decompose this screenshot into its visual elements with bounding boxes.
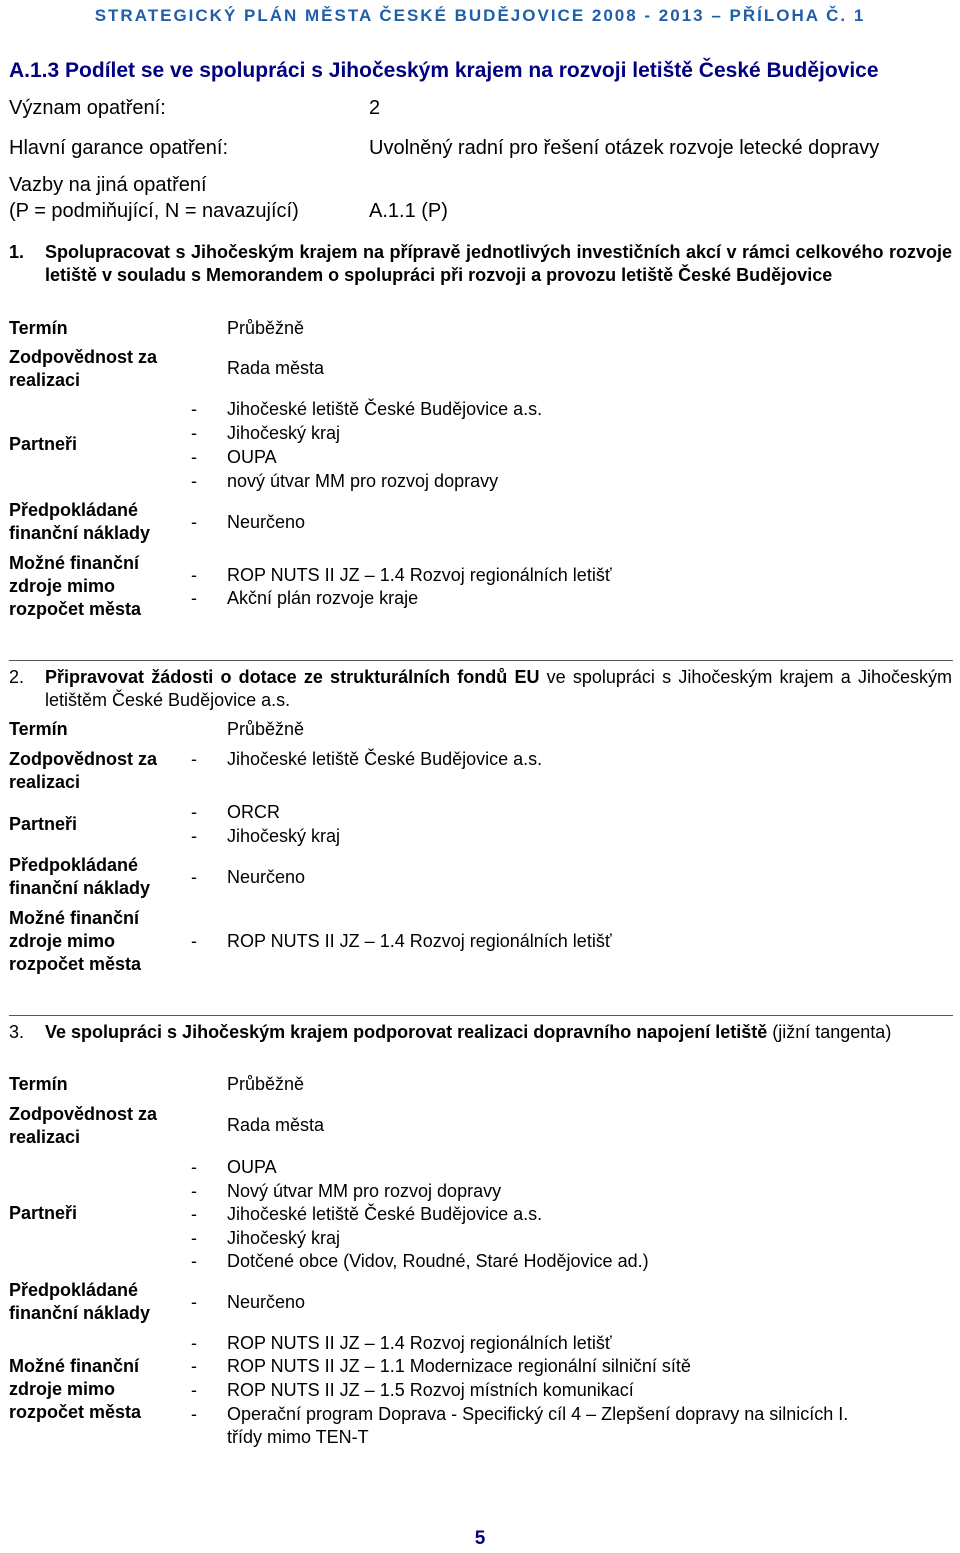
funding-label	[9, 907, 184, 976]
list-item-text: Operační program Doprava - Specifický cíl 4 – Zlepšení dopravy na silnicích I.	[227, 1404, 849, 1424]
dash: -	[191, 867, 197, 887]
task-text: Spolupracovat s Jihočeským krajem na přípravě jednotlivých investičních akcí v rámci celkového rozvoje letiště v souladu s Memorandem o spolupráci při rozvoji a provozu letiště České Budějovice	[45, 242, 952, 285]
guarantee-label: Hlavní garance opatření:	[9, 137, 229, 159]
list-item	[191, 866, 305, 889]
dash: -	[191, 1404, 197, 1424]
list-item-text: ORCR	[227, 802, 280, 822]
list-item	[191, 1379, 634, 1402]
list-item	[191, 511, 305, 534]
dash: -	[191, 1157, 197, 1177]
label-line: Zodpovědnost za	[9, 1104, 157, 1124]
list-item-text: ROP NUTS II JZ – 1.5 Rozvoj místních komunikací	[227, 1380, 634, 1400]
list-item-continuation	[191, 1426, 369, 1449]
list-item-text: Jihočeský kraj	[227, 423, 341, 443]
termin-value: Průběžně	[227, 719, 305, 739]
page-number: 5	[474, 1528, 486, 1549]
task-1-heading	[9, 241, 952, 287]
list-item-text: nový útvar MM pro rozvoj dopravy	[227, 471, 499, 491]
funding-label	[9, 552, 184, 621]
costs-value: Neurčeno	[227, 512, 306, 532]
task-number: 2.	[9, 667, 25, 687]
list-item	[191, 1403, 848, 1426]
label-line: realizaci	[9, 772, 81, 792]
list-item	[191, 801, 280, 824]
list-item	[191, 564, 612, 587]
partners-label: Partneři	[9, 434, 78, 454]
label-line: zdroje mimo	[9, 576, 116, 596]
list-item-text: ROP NUTS II JZ – 1.4 Rozvoj regionálních letišť	[227, 1333, 612, 1353]
dash: -	[191, 423, 197, 443]
responsibility-value: Rada města	[227, 1115, 325, 1135]
label-line: Zodpovědnost za	[9, 347, 157, 367]
task-text: ve spolupráci s Jihočeským krajem a Jihočeským letištěm České Budějovice a.s.	[45, 667, 952, 710]
list-item	[191, 1250, 649, 1273]
list-item-text: OUPA	[227, 1157, 277, 1177]
costs-label	[9, 1279, 184, 1325]
list-item-text: ROP NUTS II JZ – 1.1 Modernizace regionální silniční sítě	[227, 1356, 691, 1376]
list-item	[191, 1355, 691, 1378]
list-item-text: Dotčené obce (Vidov, Roudné, Staré Hodějovice ad.)	[227, 1251, 649, 1271]
list-item	[191, 748, 542, 771]
costs-value: Neurčeno	[227, 1292, 306, 1312]
list-item-text: Jihočeské letiště České Budějovice a.s.	[227, 399, 543, 419]
guarantee-value: Uvolněný radní pro řešení otázek rozvoje letecké dopravy	[369, 137, 880, 159]
divider	[9, 660, 953, 661]
dash: -	[191, 802, 197, 822]
dash: -	[191, 826, 197, 846]
list-item-text: ROP NUTS II JZ – 1.4 Rozvoj regionálních letišť	[227, 931, 612, 951]
dash: -	[191, 1292, 197, 1312]
responsibility-label	[9, 1103, 184, 1149]
dash: -	[191, 749, 197, 769]
label-line: Zodpovědnost za	[9, 749, 157, 769]
links-legend: (P = podmiňující, N = navazující)	[9, 200, 299, 222]
funding-label	[9, 1355, 184, 1424]
label-line: finanční náklady	[9, 878, 151, 898]
task-3-heading	[9, 1021, 952, 1044]
list-item-text: ROP NUTS II JZ – 1.4 Rozvoj regionálních letišť	[227, 565, 612, 585]
list-item-text: Jihočeský kraj	[227, 826, 341, 846]
task-2-heading	[9, 666, 952, 712]
dash: -	[191, 588, 197, 608]
list-item-text: Akční plán rozvoje kraje	[227, 588, 419, 608]
responsibility-label	[9, 748, 184, 794]
list-item	[191, 398, 542, 421]
termin-label: Termín	[9, 719, 68, 739]
list-item-text: Nový útvar MM pro rozvoj dopravy	[227, 1181, 502, 1201]
task-text: (jižní tangenta)	[772, 1022, 892, 1042]
label-line: rozpočet města	[9, 954, 142, 974]
list-item-text: Jihočeský kraj	[227, 1228, 341, 1248]
dash: -	[191, 1356, 197, 1376]
importance-value: 2	[369, 97, 381, 119]
label-line: realizaci	[9, 370, 81, 390]
list-item	[191, 422, 340, 445]
label-line: rozpočet města	[9, 599, 142, 619]
responsibility-label	[9, 346, 184, 392]
dash: -	[191, 1380, 197, 1400]
measure-title: A.1.3 Podílet se ve spolupráci s Jihočeským krajem na rozvoji letiště České Budějovice	[9, 59, 879, 82]
label-line: Možné finanční	[9, 553, 139, 573]
termin-value: Průběžně	[227, 318, 305, 338]
list-item	[191, 587, 418, 610]
costs-value: Neurčeno	[227, 867, 306, 887]
list-item	[191, 1227, 340, 1250]
dash: -	[191, 1251, 197, 1271]
task-text-bold: Ve spolupráci s Jihočeským krajem podporovat realizaci dopravního napojení letiště	[45, 1022, 768, 1042]
list-item-text: třídy mimo TEN-T	[227, 1427, 369, 1447]
divider	[9, 1015, 953, 1016]
list-item-text: OUPA	[227, 447, 277, 467]
partners-label: Partneři	[9, 1203, 78, 1223]
label-line: finanční náklady	[9, 1303, 151, 1323]
label-line: Možné finanční	[9, 908, 139, 928]
list-item	[191, 446, 277, 469]
label-line: finanční náklady	[9, 523, 151, 543]
task-text-bold: Připravovat žádosti o dotace ze strukturálních fondů EU	[45, 667, 540, 687]
task-number: 1.	[9, 242, 25, 262]
label-line: Možné finanční	[9, 1356, 139, 1376]
importance-label: Význam opatření:	[9, 97, 166, 119]
links-label: Vazby na jiná opatření	[9, 174, 207, 196]
label-line: zdroje mimo	[9, 931, 116, 951]
dash: -	[191, 1181, 197, 1201]
label-line: Předpokládané	[9, 855, 139, 875]
label-line: rozpočet města	[9, 1402, 142, 1422]
label-line: Předpokládané	[9, 1280, 139, 1300]
dash: -	[191, 565, 197, 585]
costs-label	[9, 854, 184, 900]
label-line: Předpokládané	[9, 500, 139, 520]
dash: -	[191, 447, 197, 467]
list-item-text: Jihočeské letiště České Budějovice a.s.	[227, 1204, 543, 1224]
list-item	[191, 1332, 612, 1355]
list-item	[191, 1203, 542, 1226]
partners-label: Partneři	[9, 814, 78, 834]
dash: -	[191, 1333, 197, 1353]
list-item	[191, 1291, 305, 1314]
dash: -	[191, 1228, 197, 1248]
list-item	[191, 930, 612, 953]
links-value: A.1.1 (P)	[369, 200, 448, 222]
termin-label: Termín	[9, 1074, 68, 1094]
costs-label	[9, 499, 184, 545]
list-item	[191, 1156, 277, 1179]
dash: -	[191, 931, 197, 951]
label-line: realizaci	[9, 1127, 81, 1147]
dash: -	[191, 1204, 197, 1224]
list-item	[191, 1180, 501, 1203]
dash: -	[191, 512, 197, 532]
termin-label: Termín	[9, 318, 68, 338]
dash: -	[191, 399, 197, 419]
termin-value: Průběžně	[227, 1074, 305, 1094]
responsibility-value: Jihočeské letiště České Budějovice a.s.	[227, 749, 543, 769]
responsibility-value: Rada města	[227, 358, 325, 378]
label-line: zdroje mimo	[9, 1379, 116, 1399]
list-item	[191, 470, 498, 493]
task-number: 3.	[9, 1022, 25, 1042]
list-item	[191, 825, 340, 848]
document-header: STRATEGICKÝ PLÁN MĚSTA ČESKÉ BUDĚJOVICE 2008 - 2013 – PŘÍLOHA Č. 1	[94, 6, 866, 25]
dash: -	[191, 471, 197, 491]
